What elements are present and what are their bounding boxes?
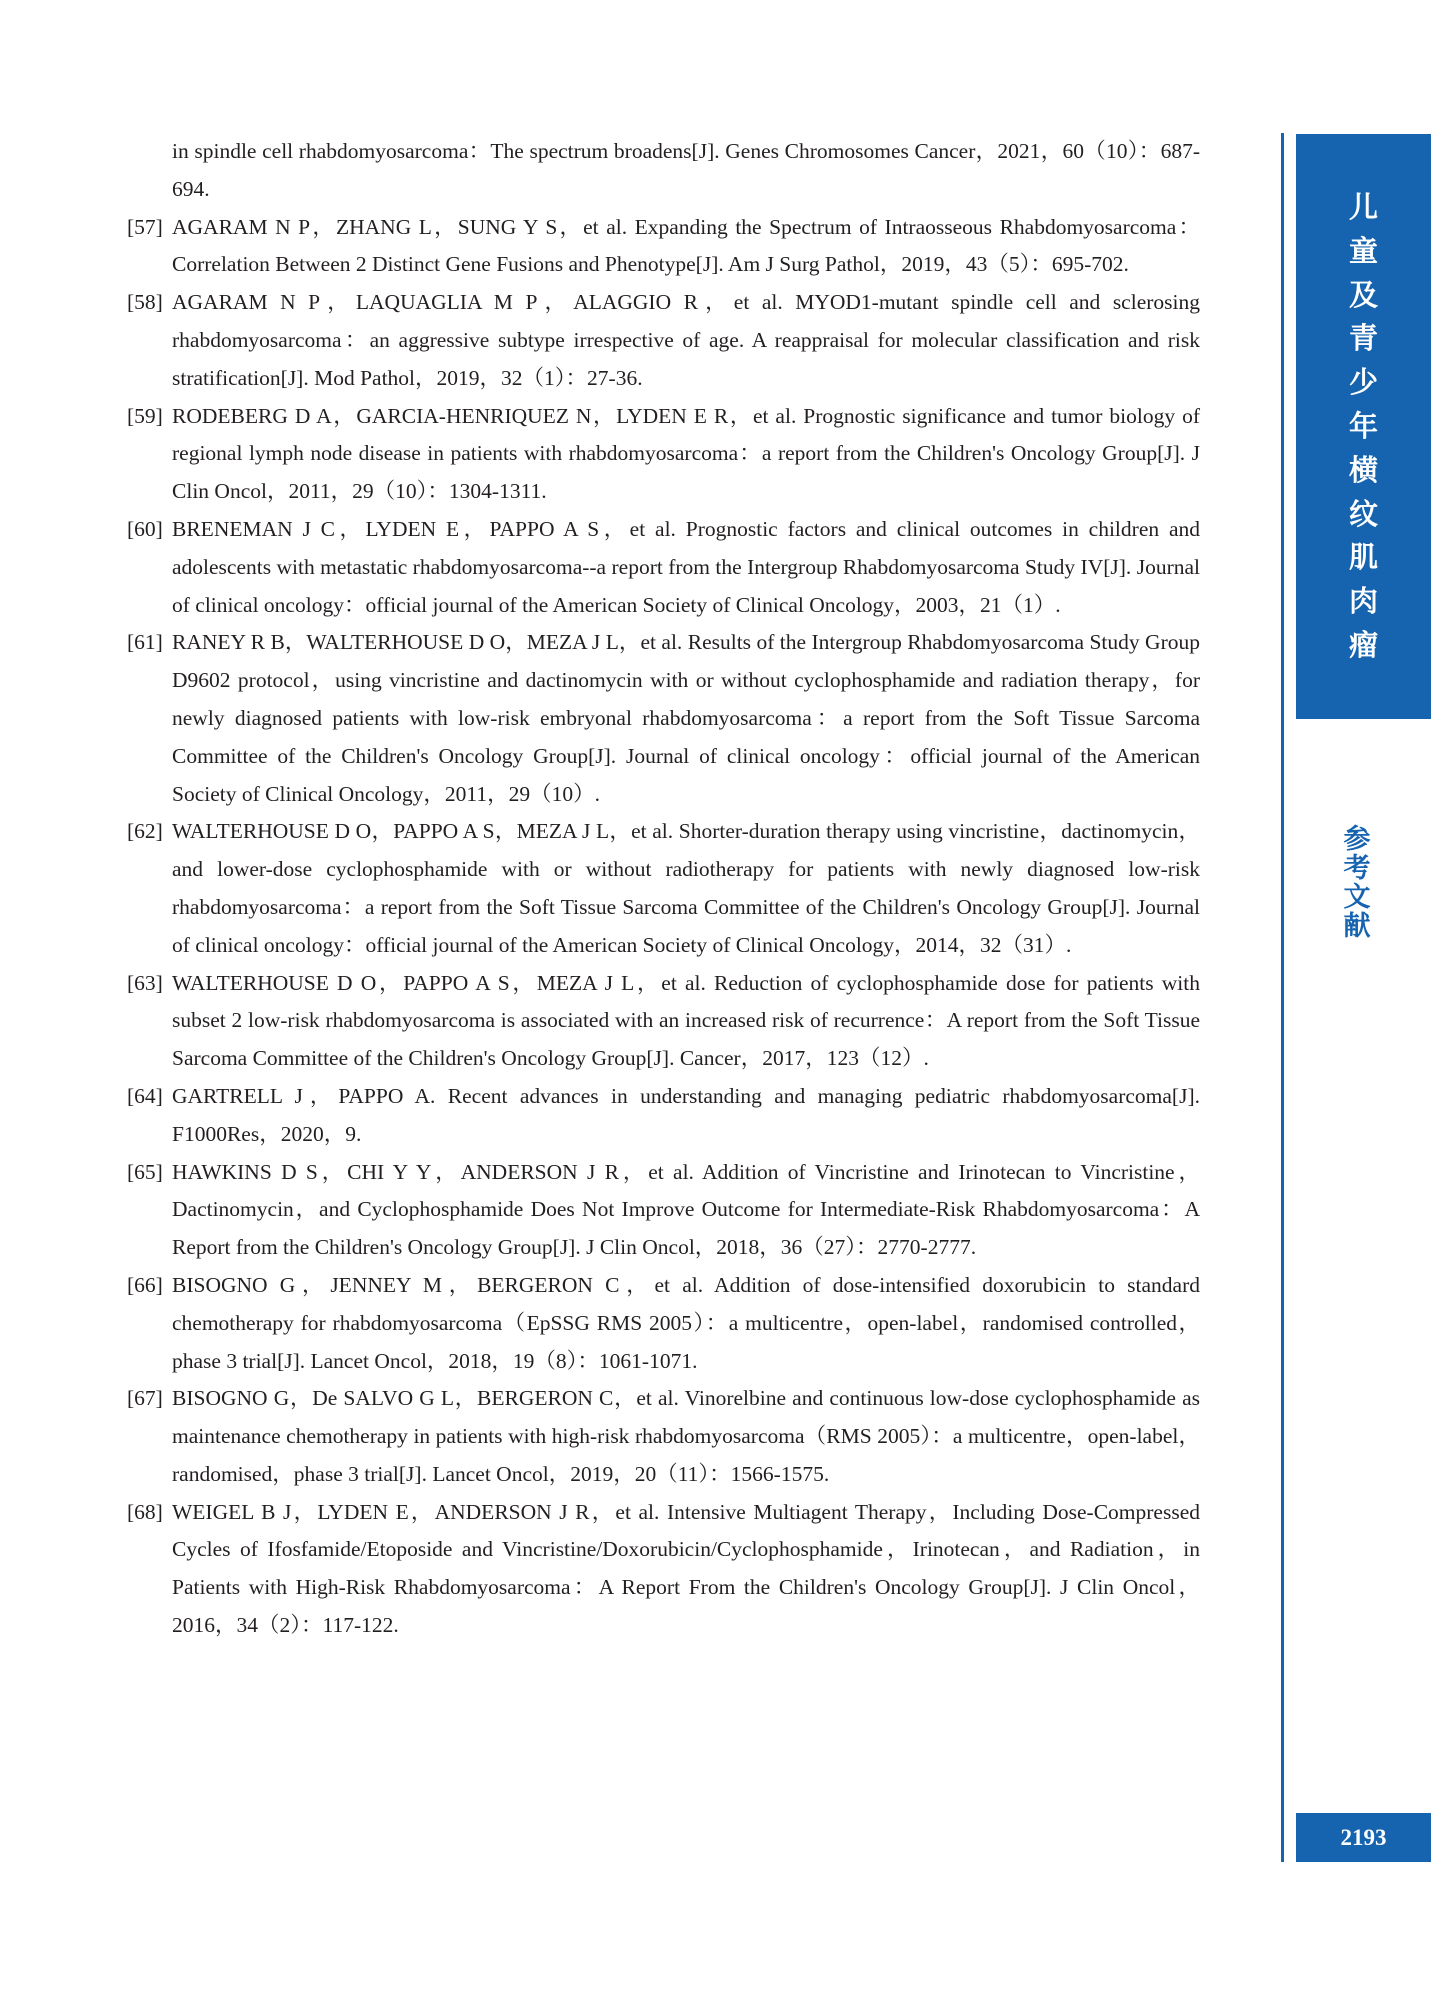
reference-number: [57]: [127, 214, 163, 239]
reference-text: in spindle cell rhabdomyosarcoma：The spectrum broadens[J]. Genes Chromosomes Cancer，2021，60（10）：687-694.: [172, 139, 1200, 201]
book-title-char: 年: [1348, 408, 1378, 443]
reference-item: [127, 284, 1200, 397]
section-title-char: 参: [1343, 824, 1371, 855]
reference-item: [127, 511, 1200, 624]
section-title-char: 献: [1343, 911, 1371, 942]
reference-text: WALTERHOUSE D O，PAPPO A S，MEZA J L，et al. Shorter-duration therapy using vincristine，dactinomycin，and lower-dose cyclophosphamide with or without radiotherapy for patients with newly diagnosed low-risk rhabdomyosarcoma：a report from the Soft Tissue Sarcoma Committee of the Children's Oncology Group[J]. Journal of clinical oncology：official journal of the American Society of Clinical Oncology，2014，32（31）.: [172, 819, 1200, 957]
sidebar-divider: [1281, 133, 1284, 1862]
reference-text: WEIGEL B J，LYDEN E，ANDERSON J R，et al. Intensive Multiagent Therapy，Including Dose-Compressed Cycles of Ifosfamide/Etoposide and Vincristine/Doxorubicin/Cyclophosphamide，Irinotecan，and Radiation，in Patients with High-Risk Rhabdomyosarcoma：A Report From the Children's Oncology Group[J]. J Clin Oncol，2016，34（2）：117-122.: [172, 1499, 1200, 1638]
reference-text: RANEY R B，WALTERHOUSE D O，MEZA J L，et al. Results of the Intergroup Rhabdomyosarcoma Study Group D9602 protocol，using vincristine and dactinomycin with or without cyclophosphamide and radiation therapy，for newly diagnosed patients with low-risk embryonal rhabdomyosarcoma：a report from the Soft Tissue Sarcoma Committee of the Children's Oncology Group[J]. Journal of clinical oncology：official journal of the American Society of Clinical Oncology，2011，29（10）.: [172, 630, 1200, 806]
book-title-char: 瘤: [1348, 627, 1378, 662]
reference-number: [63]: [127, 970, 163, 995]
reference-number: [58]: [127, 290, 163, 315]
reference-text: GARTRELL J，PAPPO A. Recent advances in understanding and managing pediatric rhabdomyosarcoma[J]. F1000Res，2020，9.: [172, 1083, 1200, 1146]
reference-item: [127, 624, 1200, 813]
book-title-char: 肌: [1348, 540, 1378, 575]
reference-item: [127, 209, 1200, 285]
reference-number: [65]: [127, 1159, 163, 1184]
reference-number: [64]: [127, 1083, 163, 1108]
reference-item: [127, 1078, 1200, 1154]
reference-text: WALTERHOUSE D O，PAPPO A S，MEZA J L，et al. Reduction of cyclophosphamide dose for patients with subset 2 low-risk rhabdomyosarcoma is associated with an increased risk of recurrence：A report from the Soft Tissue Sarcoma Committee of the Children's Oncology Group[J]. Cancer，2017，123（12）.: [172, 970, 1200, 1071]
book-title-char: 及: [1348, 277, 1378, 312]
reference-item: [127, 965, 1200, 1078]
reference-item: [127, 398, 1200, 511]
reference-number: [62]: [127, 819, 163, 844]
book-title-char: 少: [1348, 365, 1378, 400]
reference-text: BRENEMAN J C，LYDEN E，PAPPO A S，et al. Prognostic factors and clinical outcomes in children and adolescents with metastatic rhabdomyosarcoma--a report from the Intergroup Rhabdomyosarcoma Study IV[J]. Journal of clinical oncology：official journal of the American Society of Clinical Oncology，2003，21（1）.: [172, 516, 1200, 617]
reference-number: [67]: [127, 1386, 163, 1411]
reference-number: [66]: [127, 1272, 163, 1297]
reference-text: BISOGNO G，JENNEY M，BERGERON C，et al. Addition of dose-intensified doxorubicin to standard chemotherapy for rhabdomyosarcoma（EpSSG RMS 2005）：a multicentre，open-label，randomised controlled，phase 3 trial[J]. Lancet Oncol，2018，19（8）：1061-1071.: [172, 1272, 1200, 1373]
reference-item: [127, 1267, 1200, 1380]
book-title-char: 肉: [1348, 584, 1378, 619]
section-title-vertical: [1339, 825, 1375, 941]
book-title-char: 童: [1348, 233, 1378, 268]
page-number: 2193: [1296, 1813, 1431, 1862]
reference-item: [127, 1154, 1200, 1267]
reference-item: [127, 1380, 1200, 1493]
reference-text: BISOGNO G，De SALVO G L，BERGERON C，et al. Vinorelbine and continuous low-dose cyclophosphamide as maintenance chemotherapy in patients with high-risk rhabdomyosarcoma（RMS 2005）：a multicentre，open-label，randomised，phase 3 trial[J]. Lancet Oncol，2019，20（11）：1566-1575.: [172, 1386, 1200, 1486]
reference-text: RODEBERG D A，GARCIA-HENRIQUEZ N，LYDEN E R，et al. Prognostic significance and tumor biology of regional lymph node disease in patients with rhabdomyosarcoma：a report from the Children's Oncology Group[J]. J Clin Oncol，2011，29（10）：1304-1311.: [172, 403, 1200, 504]
book-title-char: 纹: [1348, 496, 1378, 531]
book-title-char: 横: [1348, 452, 1378, 487]
book-title-char: 青: [1348, 321, 1378, 356]
section-title-char: 文: [1343, 882, 1371, 913]
reference-text: AGARAM N P，ZHANG L，SUNG Y S，et al. Expanding the Spectrum of Intraosseous Rhabdomyosarcoma：Correlation Between 2 Distinct Gene Fusions and Phenotype[J]. Am J Surg Pathol，2019，43（5）：695-702.: [172, 214, 1200, 277]
reference-text: HAWKINS D S，CHI Y Y，ANDERSON J R，et al. Addition of Vincristine and Irinotecan to Vincristine，Dactinomycin，and Cyclophosphamide Does Not Improve Outcome for Intermediate-Risk Rhabdomyosarcoma：A Report from the Children's Oncology Group[J]. J Clin Oncol，2018，36（27）：2770-2777.: [172, 1159, 1200, 1260]
reference-text: AGARAM N P，LAQUAGLIA M P，ALAGGIO R，et al. MYOD1-mutant spindle cell and sclerosing rhabdomyosarcoma：an aggressive subtype irrespective of age. A reappraisal for molecular classification and risk stratification[J]. Mod Pathol，2019，32（1）：27-36.: [172, 290, 1200, 390]
reference-number: [60]: [127, 516, 163, 541]
reference-number: [59]: [127, 403, 163, 428]
reference-number: [68]: [127, 1499, 163, 1524]
book-title-tab: [1296, 134, 1431, 719]
reference-list: [127, 133, 1200, 1645]
section-title-char: 考: [1343, 853, 1371, 884]
reference-item: [127, 1494, 1200, 1645]
reference-item: [127, 813, 1200, 964]
book-title-char: 儿: [1348, 190, 1378, 224]
reference-item: [172, 133, 1200, 209]
reference-number: [61]: [127, 630, 163, 655]
